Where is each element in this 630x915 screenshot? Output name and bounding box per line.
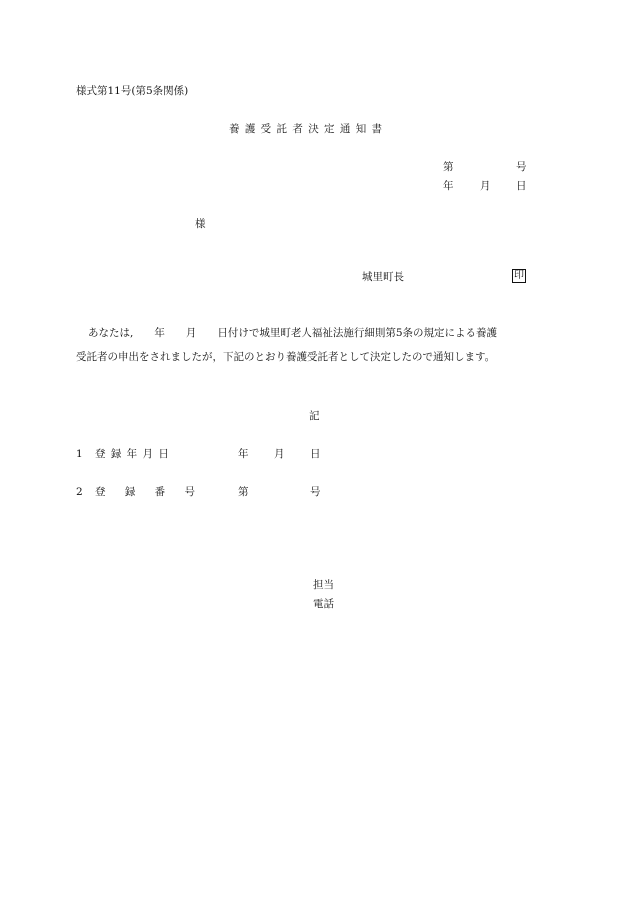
ki-heading: 記: [309, 410, 320, 422]
item-1-year: 年: [238, 448, 249, 460]
body-line-1: あなたは, 年 月 日付けで城里町老人福祉法施行細則第5条の規定による養護: [88, 327, 498, 339]
seal-stamp: 印: [514, 270, 524, 281]
ref-go: 号: [516, 161, 527, 173]
item-2-dai: 第: [238, 486, 249, 498]
recipient-honorific: 様: [195, 218, 206, 230]
item-1-label: 登 録 年 月 日: [95, 448, 170, 460]
issuer-name: 城里町長: [362, 271, 404, 283]
item-1-number: 1: [76, 448, 83, 460]
document-title: 養 護 受 託 者 決 定 通 知 書: [229, 123, 384, 135]
item-1-month: 月: [274, 448, 285, 460]
body-line-2: 受託者の申出をされましたが，下記のとおり養護受託者として決定したので通知します。: [76, 351, 496, 363]
item-2-go: 号: [310, 486, 321, 498]
item-1-day: 日: [310, 448, 321, 460]
date-day: 日: [516, 180, 527, 192]
contact-phone-label: 電話: [313, 598, 334, 610]
date-year: 年: [443, 180, 454, 192]
form-label: 様式第11号(第5条関係): [76, 85, 189, 97]
item-2-number: 2: [76, 486, 83, 498]
item-2-label: 登 録 番 号: [95, 486, 204, 498]
contact-person-label: 担当: [313, 579, 334, 591]
date-month: 月: [480, 180, 491, 192]
ref-dai: 第: [443, 161, 454, 173]
